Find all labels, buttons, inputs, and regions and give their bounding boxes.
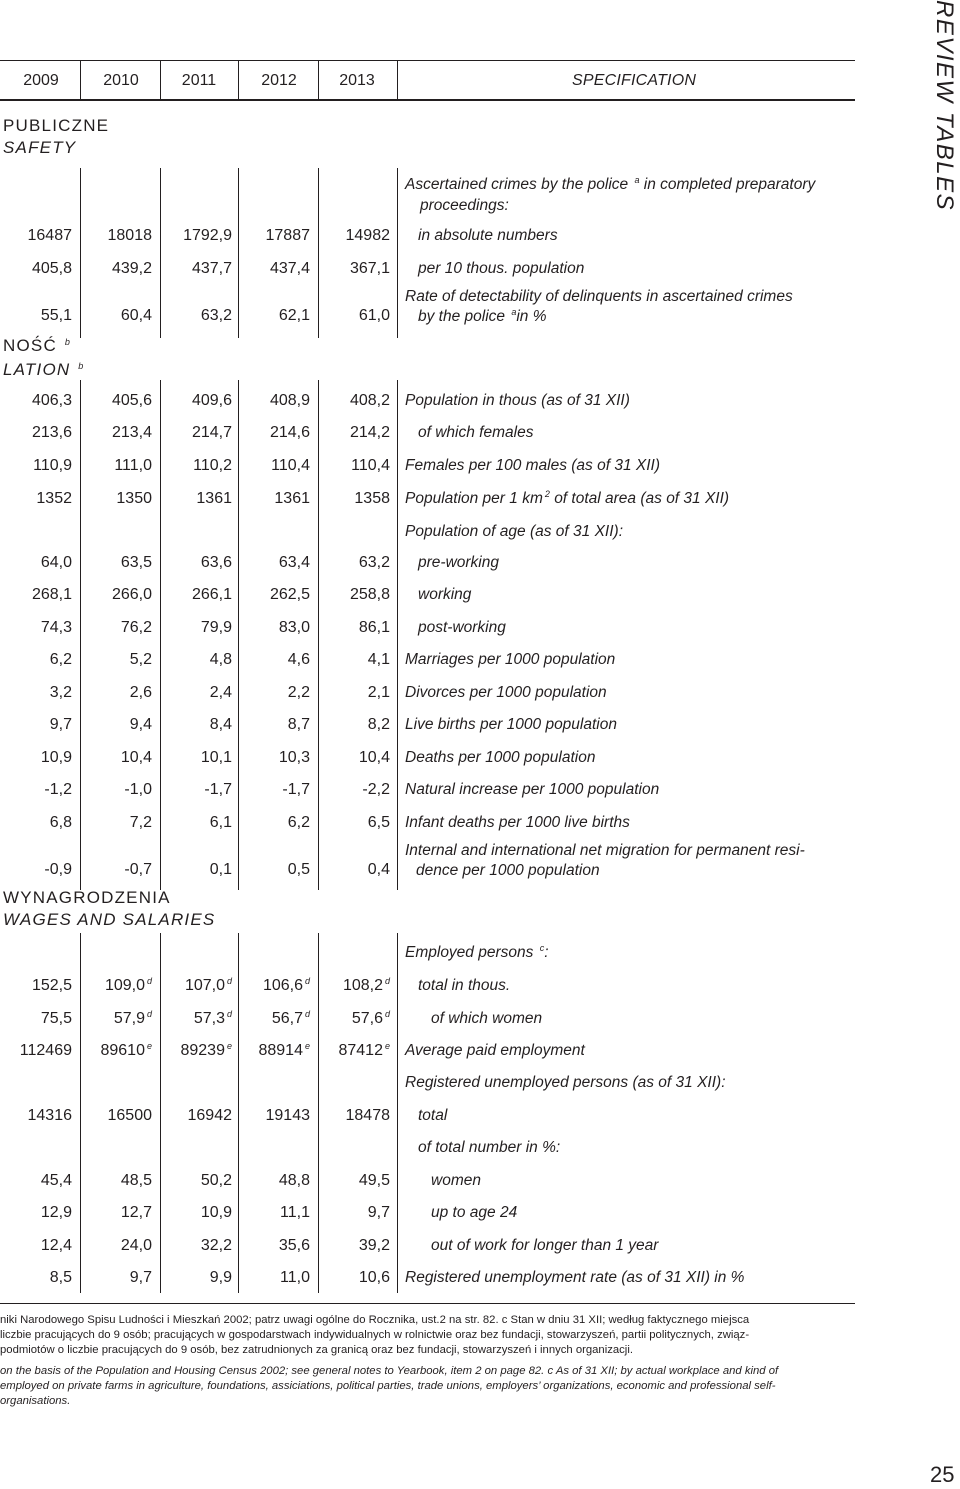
year-header-2013: 2013 bbox=[339, 72, 375, 89]
footnote-rule bbox=[0, 1303, 855, 1304]
header-separator bbox=[397, 60, 398, 100]
year-header-2012: 2012 bbox=[261, 72, 297, 89]
age-heading: Population of age (as of 31 XII): bbox=[405, 523, 623, 540]
header-separator bbox=[318, 60, 319, 100]
row-label: in absolute numbers bbox=[418, 227, 558, 244]
row-label: Deaths per 1000 population bbox=[405, 749, 596, 766]
column-separator bbox=[397, 933, 398, 1293]
employed-heading: Employed persons $^c$: bbox=[405, 943, 549, 961]
row-label: Registered unemployment rate (as of 31 XII) in % bbox=[405, 1269, 745, 1286]
year-header-2009: 2009 bbox=[23, 72, 59, 89]
column-separator bbox=[397, 380, 398, 890]
section-title-safety: PUBLICZNE SAFETY bbox=[3, 116, 110, 157]
row-label: of which females bbox=[418, 424, 534, 441]
of-total-heading: of total number in %: bbox=[418, 1139, 561, 1156]
row-label: up to age 24 bbox=[431, 1204, 518, 1221]
year-header-2011: 2011 bbox=[181, 72, 217, 89]
row-label: per 10 thous. population bbox=[418, 260, 585, 277]
migration-heading: Internal and international net migration for permanent resi- dence per 1000 population bbox=[405, 842, 805, 879]
detectability-heading: Rate of detectability of delinquents in ascertained crimes by the police $^a$in % bbox=[405, 288, 793, 325]
crimes-heading: Ascertained crimes by the police $^a$ in completed preparatory proceedings: bbox=[405, 175, 816, 214]
row-label: Infant deaths per 1000 live births bbox=[405, 814, 630, 831]
footnote-pl-2: liczbie pracujących do 9 osób; pracujących w gospodarstwach indywidualnych w rolnictwie oraz bez fundacji, stowarzyszeń, partii politycznych, związ- bbox=[0, 1329, 750, 1341]
row-label: Marriages per 1000 population bbox=[405, 651, 616, 668]
row-label: post-working bbox=[418, 619, 506, 636]
specification-header: SPECIFICATION bbox=[572, 72, 697, 89]
row-label: Population in thous (as of 31 XII) bbox=[405, 392, 630, 409]
row-label: Average paid employment bbox=[405, 1042, 585, 1059]
row-label: Live births per 1000 population bbox=[405, 716, 617, 733]
footnote-pl-3: podmiotów o liczbie pracujących do 9 osób, bez zatrudnionych za granicą oraz bez fundacji, stowarzyszeń i innych organizacji. bbox=[0, 1344, 633, 1356]
footnote-en-3: organisations. bbox=[0, 1395, 71, 1407]
row-label: out of work for longer than 1 year bbox=[431, 1237, 659, 1254]
row-label: of which women bbox=[431, 1010, 543, 1027]
section-title-population: NOŚĆ $^b$ LATION $^b$ bbox=[3, 336, 85, 379]
row-label: women bbox=[431, 1172, 481, 1189]
table-top-rule bbox=[0, 60, 855, 61]
row-label: working bbox=[418, 586, 472, 603]
footnote-en-1: on the basis of the Population and Housing Census 2002; see general notes to Yearbook, item 2 on page 82. c As of 31 XII; by actual workplace and kind of bbox=[0, 1365, 779, 1377]
footnote-en-2: employed on private farms in agriculture, foundations, assiciations, political parties, trade unions, employers’ organizations, economic and professional self- bbox=[0, 1380, 776, 1392]
row-label: Divorces per 1000 population bbox=[405, 684, 607, 701]
unemployed-heading: Registered unemployed persons (as of 31 XII): bbox=[405, 1074, 726, 1091]
header-separator bbox=[238, 60, 239, 100]
row-label: total in thous. bbox=[418, 977, 511, 994]
row-label: total bbox=[418, 1107, 448, 1124]
year-header-2010: 2010 bbox=[103, 72, 139, 89]
side-title: REVIEW TABLES bbox=[931, 0, 958, 212]
section-title-wages: WYNAGRODZENIA WAGES AND SALARIES bbox=[3, 888, 216, 929]
header-separator bbox=[160, 60, 161, 100]
table-header-rule bbox=[0, 99, 855, 101]
row-label: Natural increase per 1000 population bbox=[405, 781, 660, 798]
row-label: pre-working bbox=[418, 554, 499, 571]
header-separator bbox=[80, 60, 81, 100]
page-number: 25 bbox=[930, 1462, 955, 1487]
footnote-pl-1: niki Narodowego Spisu Ludności i Mieszkań 2002; patrz uwagi ogólne do Rocznika, ust.2 na str. 82. c Stan w dniu 31 XII; według faktycznego miejsca bbox=[0, 1314, 750, 1326]
column-separator bbox=[397, 168, 398, 338]
row-label: Females per 100 males (as of 31 XII) bbox=[405, 457, 661, 474]
row-label: Population per 1 km $^2$ of total area (as of 31 XII) bbox=[405, 489, 730, 507]
